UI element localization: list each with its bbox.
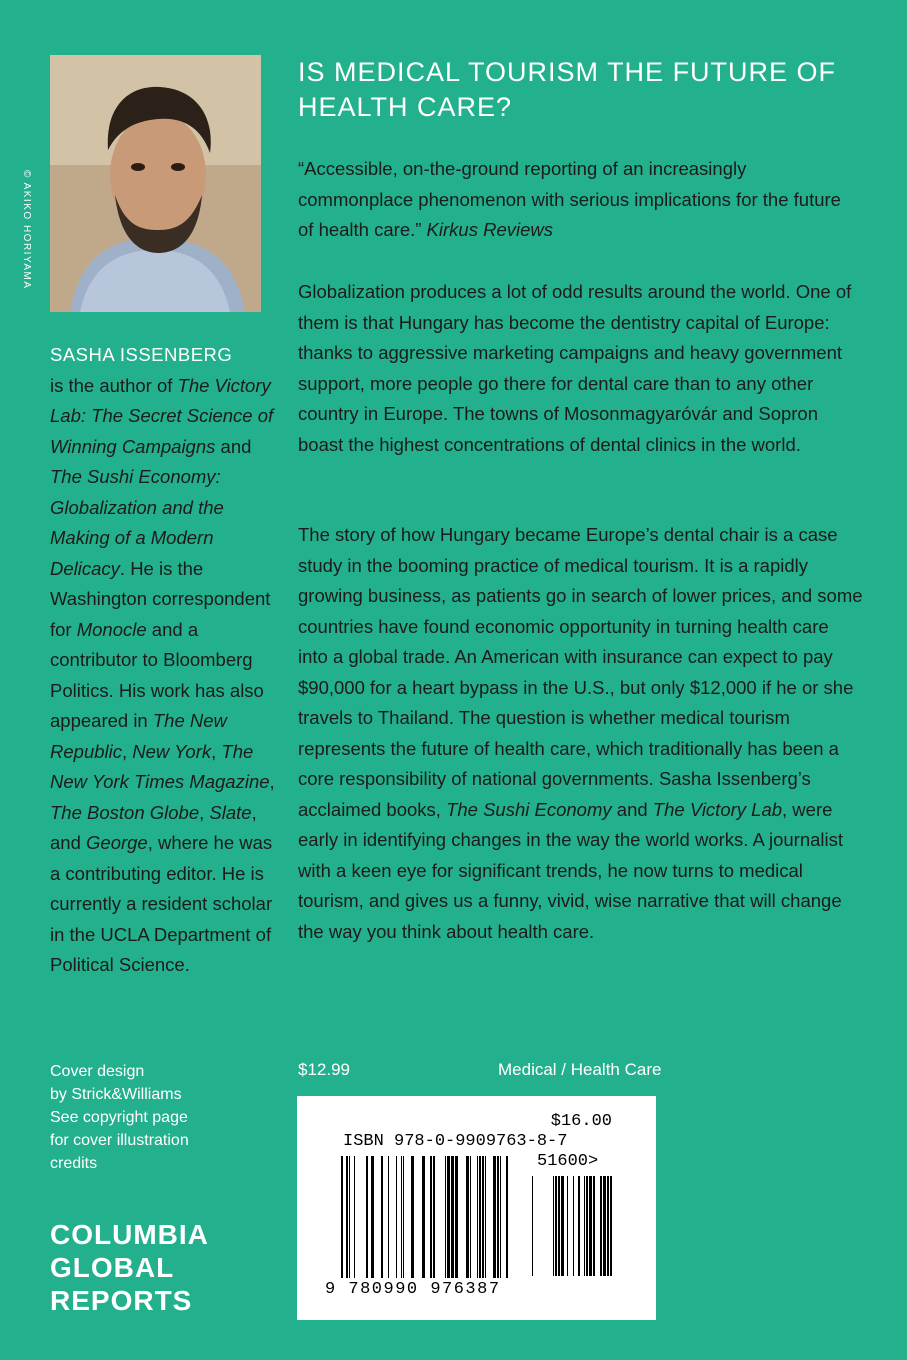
text-run: and a contributor to Bloomberg Politics. His work has also appeared in: [50, 618, 264, 731]
author-photo: [50, 55, 261, 312]
author-name: SASHA ISSENBERG: [50, 344, 233, 365]
barcode-bar: [506, 1156, 508, 1278]
italic-title: The New Republic: [50, 710, 227, 762]
text-run: , and: [50, 801, 257, 853]
barcode-bar: [497, 1156, 499, 1278]
barcode-bar: [485, 1156, 486, 1278]
cover-design-line: by Strick&Williams: [50, 1086, 182, 1103]
text-run: , were early in identifying changes in the way the world works. A journalist with a keen eye for significant trends, he now turns to medical tourism, and gives us a funny, vivid, wise narrative that will change the way you think about health care.: [298, 798, 844, 942]
italic-title: The Victory Lab: The Secret Science of Winning Campaigns: [50, 374, 274, 457]
barcode-bar: [349, 1156, 350, 1278]
barcode-bar: [561, 1176, 564, 1276]
italic-title: George: [86, 832, 148, 853]
barcode-bar: [482, 1156, 484, 1278]
publisher-logo: [50, 1218, 209, 1317]
barcode-bar: [607, 1176, 609, 1276]
barcode-bar: [466, 1156, 469, 1278]
barcode-bar: [455, 1156, 458, 1278]
barcode-bar: [603, 1176, 606, 1276]
barcode-bar: [555, 1176, 557, 1276]
italic-title: Slate: [209, 801, 252, 823]
barcode-bar: [388, 1156, 389, 1278]
text-run: The story of how Hungary became Europe’s dental chair is a case study in the booming practice of medical tourism. It is a rapidly growing business, as patients go in search of lower prices, and some countries have found economic opportunity in turning health care into a global trade. An American with insurance can expect to pay $90,000 for a heart bypass in the U.S., but only $12,000 if he or she travels to Thailand. The question is whether medical tourism represents the future of health care, which traditionally has been a core responsibility of national governments. Sasha Issenberg’s acclaimed books,: [298, 524, 863, 820]
barcode-bar: [477, 1156, 478, 1278]
barcode-bar: [445, 1156, 446, 1278]
text-run: ,: [122, 740, 133, 762]
quote-source: Kirkus Reviews: [426, 219, 553, 240]
text-run: . He is the Washington correspondent for: [50, 557, 271, 640]
text-run: ,: [211, 740, 222, 762]
barcode-bar: [411, 1156, 414, 1278]
barcode-bar: [341, 1156, 343, 1278]
barcode-bar: [430, 1156, 432, 1278]
barcode-bar: [366, 1156, 368, 1278]
barcode-bar: [553, 1176, 554, 1276]
description-paragraph-1: Globalization produces a lot of odd results around the world. One of them is that Hungary has become the dentistry capital of Europe: thanks to aggressive marketing campaigns and heavy government support, more people go there for dental care than to any other country in Europe. The towns of Mosonmagyaróvár and Sopron boast the highest concentrations of dental clinics in the world.: [298, 281, 852, 455]
barcode-digits: 9 780990 976387: [325, 1280, 501, 1299]
barcode-bar: [610, 1176, 612, 1276]
barcode-bar: [532, 1176, 533, 1276]
italic-title: The Boston Globe: [50, 801, 200, 823]
barcode-bar: [381, 1156, 383, 1278]
barcode-bar: [470, 1156, 471, 1278]
italic-title: Monocle: [76, 618, 147, 640]
cover-design-line: Cover design: [50, 1063, 145, 1080]
cover-design-line: credits: [50, 1155, 98, 1172]
author-bio: [50, 340, 285, 981]
price: $12.99: [298, 1060, 350, 1079]
barcode-bar: [396, 1156, 397, 1278]
barcode-bar: [600, 1176, 602, 1276]
text-run: and: [611, 798, 653, 820]
barcode-bar: [401, 1156, 402, 1278]
barcode-bar: [479, 1156, 481, 1278]
author-portrait-image: [50, 55, 261, 312]
barcode-bar: [584, 1176, 585, 1276]
cover-design-line: for cover illustration: [50, 1132, 189, 1149]
barcode-bar: [346, 1156, 348, 1278]
barcode-bar: [589, 1176, 592, 1276]
italic-title: The Victory Lab: [652, 798, 783, 820]
text-run: ,: [199, 801, 210, 823]
text-run: and: [215, 435, 252, 457]
barcode-bar: [578, 1176, 580, 1276]
barcode-bar: [500, 1156, 501, 1278]
barcode-box: [297, 1096, 656, 1320]
barcode-bar: [586, 1176, 588, 1276]
headline: IS MEDICAL TOURISM THE FUTURE OF HEALTH CARE?: [298, 57, 837, 122]
barcode-bar: [371, 1156, 374, 1278]
italic-title: The New York Times Magazine: [50, 740, 270, 792]
barcode-bar: [593, 1176, 595, 1276]
text-run: , where he was a contributing editor. He is currently a resident scholar in the UCLA Department of Political Science.: [50, 832, 273, 975]
review-quote: [298, 154, 858, 246]
barcode-bar: [573, 1176, 574, 1276]
italic-title: The Sushi Economy: [446, 798, 612, 820]
barcode-bar: [451, 1156, 454, 1278]
barcode-addon: 51600>: [537, 1152, 599, 1171]
text-run: ,: [269, 771, 275, 792]
barcode-bar: [567, 1176, 568, 1276]
barcode-isbn: ISBN 978-0-9909763-8-7: [343, 1132, 568, 1151]
quote-text: “Accessible, on-the-ground reporting of an increasingly commonplace phenomenon with serious implications for the future of health care.”: [298, 158, 841, 240]
description-paragraph-2: [298, 520, 863, 947]
author-bio-text: [50, 371, 285, 981]
barcode-bar: [422, 1156, 425, 1278]
cover-design-line: See copyright page: [50, 1109, 188, 1126]
text-run: is the author of: [50, 374, 178, 396]
barcode-price: $16.00: [550, 1112, 612, 1131]
photo-credit: © AKIKO HORIYAMA: [21, 170, 32, 290]
cover-design-credit: [50, 1060, 250, 1175]
italic-title: The Sushi Economy: Globalization and the Making of a Modern Delicacy: [50, 466, 224, 579]
barcode-bar: [403, 1156, 404, 1278]
barcode-bar: [433, 1156, 435, 1278]
barcode-bar: [558, 1176, 560, 1276]
logo-line: GLOBAL: [50, 1252, 175, 1283]
barcode-bar: [354, 1156, 355, 1278]
logo-line: REPORTS: [50, 1285, 193, 1316]
logo-line: COLUMBIA: [50, 1219, 209, 1250]
barcode-bar: [493, 1156, 496, 1278]
italic-title: New York: [132, 740, 212, 762]
barcode-bar: [447, 1156, 450, 1278]
category: Medical / Health Care: [498, 1060, 662, 1079]
